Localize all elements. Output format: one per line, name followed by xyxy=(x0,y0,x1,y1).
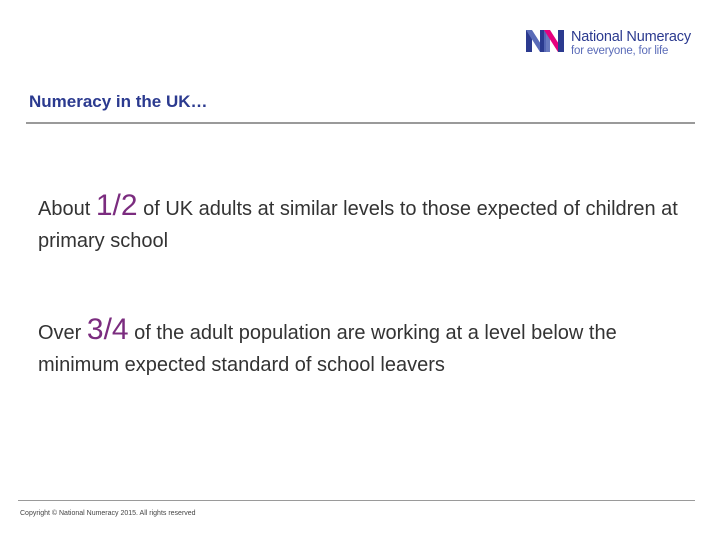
national-numeracy-logo xyxy=(524,24,704,58)
logo-brand-name: National Numeracy xyxy=(571,29,691,45)
nn-logo-icon xyxy=(524,24,568,54)
stat-primary-school xyxy=(38,190,688,257)
stat-school-leavers xyxy=(38,314,688,381)
footer-divider xyxy=(18,500,695,501)
title-divider xyxy=(26,122,695,124)
slide-title: Numeracy in the UK… xyxy=(29,92,208,111)
stat-text: of the adult population are working at a level below the minimum expected standard of school leavers xyxy=(38,322,617,376)
stat-fraction: 3/4 xyxy=(86,313,129,346)
stat-prefix: Over xyxy=(38,322,87,344)
logo-tagline: for everyone, for life xyxy=(571,45,669,57)
stat-prefix: About xyxy=(38,198,96,220)
copyright-notice: Copyright © National Numeracy 2015. All rights reserved xyxy=(20,510,196,517)
stat-fraction: 1/2 xyxy=(95,189,138,222)
stat-text: of UK adults at similar levels to those expected of children at primary school xyxy=(38,198,678,252)
